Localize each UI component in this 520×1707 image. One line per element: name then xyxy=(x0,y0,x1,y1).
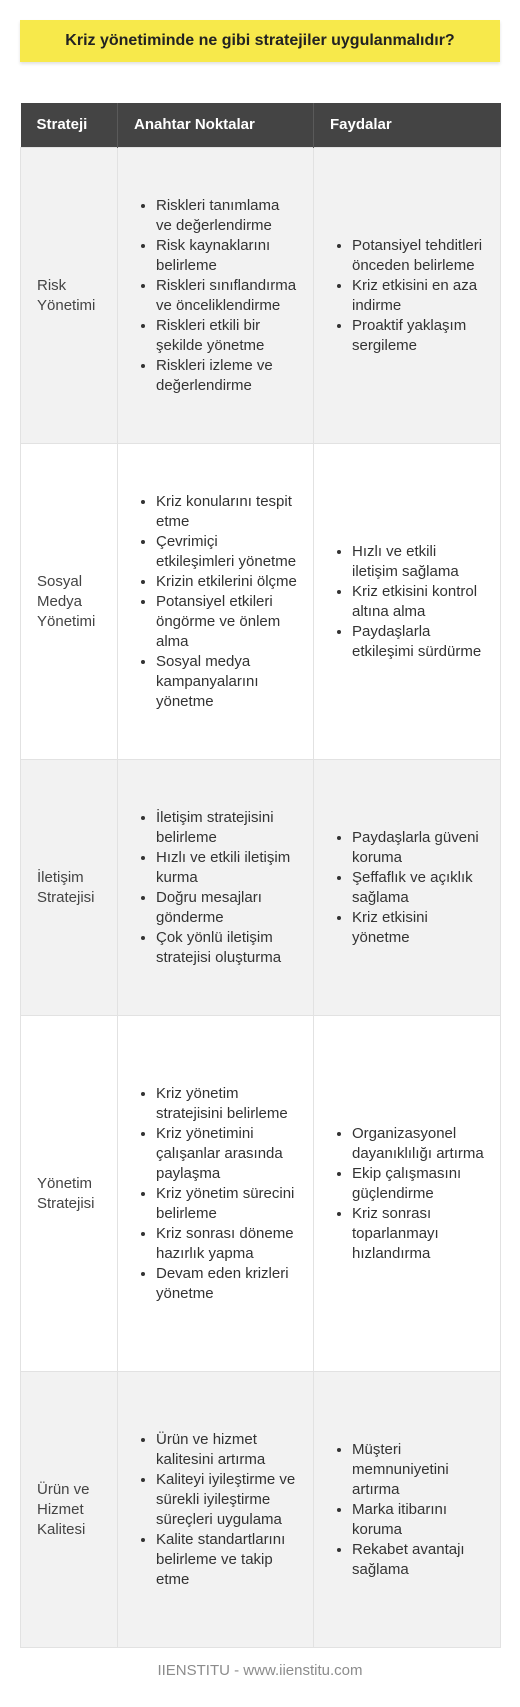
list-item: • Riskleri izleme ve değerlendirme xyxy=(156,356,297,396)
strategy-cell: İletişim Stratejisi xyxy=(21,760,118,1016)
benefits-list xyxy=(330,542,484,662)
list-item: • Proaktif yaklaşım sergileme xyxy=(352,316,484,356)
list-item: • Ürün ve hizmet kalitesini artırma xyxy=(156,1430,297,1470)
list-item: • Devam eden krizleri yönetme xyxy=(156,1264,297,1304)
strategy-cell: Yönetim Stratejisi xyxy=(21,1016,118,1372)
list-item: • Sosyal medya kampanyalarını yönetme xyxy=(156,652,297,712)
strategy-cell: Risk Yönetimi xyxy=(21,148,118,444)
list-item: • Potansiyel tehditleri önceden belirleme xyxy=(352,236,484,276)
list-item: • Kriz yönetim stratejisini belirleme xyxy=(156,1084,297,1124)
table-row xyxy=(21,760,501,1016)
list-item: • Kriz etkisini en aza indirme xyxy=(352,276,484,316)
column-header-strategy: Strateji xyxy=(21,103,118,148)
list-item: • Kalite standartlarını belirleme ve takip etme xyxy=(156,1530,297,1590)
list-item: • Potansiyel etkileri öngörme ve önlem alma xyxy=(156,592,297,652)
list-item: • Çevrimiçi etkileşimleri yönetme xyxy=(156,532,297,572)
list-item: • Çok yönlü iletişim stratejisi oluşturma xyxy=(156,928,297,968)
list-item: • Kriz sonrası toparlanmayı hızlandırma xyxy=(352,1204,484,1264)
table-row xyxy=(21,1372,501,1648)
list-item: • Krizin etkilerini ölçme xyxy=(156,572,297,592)
key-points-list xyxy=(134,808,297,968)
list-item: • Hızlı ve etkili iletişim kurma xyxy=(156,848,297,888)
list-item: • Kriz etkisini kontrol altına alma xyxy=(352,582,484,622)
list-item: • Müşteri memnuniyetini artırma xyxy=(352,1440,484,1500)
key-points-list xyxy=(134,1084,297,1304)
benefits-cell xyxy=(314,760,501,1016)
key-points-cell xyxy=(118,444,314,760)
table-row xyxy=(21,148,501,444)
strategy-cell: Ürün ve Hizmet Kalitesi xyxy=(21,1372,118,1648)
key-points-cell xyxy=(118,148,314,444)
column-header-benefits: Faydalar xyxy=(314,103,501,148)
key-points-cell xyxy=(118,1372,314,1648)
benefits-list xyxy=(330,236,484,356)
benefits-list xyxy=(330,1440,484,1580)
list-item: • Rekabet avantajı sağlama xyxy=(352,1540,484,1580)
list-item: • Marka itibarını koruma xyxy=(352,1500,484,1540)
key-points-list xyxy=(134,196,297,396)
list-item: • Şeffaflık ve açıklık sağlama xyxy=(352,868,484,908)
list-item: • Hızlı ve etkili iletişim sağlama xyxy=(352,542,484,582)
key-points-list xyxy=(134,492,297,712)
table-row xyxy=(21,444,501,760)
list-item: • Kriz konularını tespit etme xyxy=(156,492,297,532)
page-title: Kriz yönetiminde ne gibi stratejiler uygulanmalıdır? xyxy=(20,20,500,62)
list-item: • Riskleri etkili bir şekilde yönetme xyxy=(156,316,297,356)
list-item: • Kriz yönetim sürecini belirleme xyxy=(156,1184,297,1224)
list-item: • Riskleri sınıflandırma ve önceliklendirme xyxy=(156,276,297,316)
list-item: • Risk kaynaklarını belirleme xyxy=(156,236,297,276)
key-points-cell xyxy=(118,1016,314,1372)
table-header-row xyxy=(21,103,501,148)
benefits-list xyxy=(330,828,484,948)
benefits-cell xyxy=(314,1372,501,1648)
column-header-key-points: Anahtar Noktalar xyxy=(118,103,314,148)
footer-text: IIENSTITU - www.iienstitu.com xyxy=(157,1662,363,1679)
list-item: • İletişim stratejisini belirleme xyxy=(156,808,297,848)
list-item: • Kriz etkisini yönetme xyxy=(352,908,484,948)
benefits-list xyxy=(330,1124,484,1264)
list-item: • Ekip çalışmasını güçlendirme xyxy=(352,1164,484,1204)
list-item: • Organizasyonel dayanıklılığı artırma xyxy=(352,1124,484,1164)
benefits-cell xyxy=(314,148,501,444)
table-row xyxy=(21,1016,501,1372)
list-item: • Riskleri tanımlama ve değerlendirme xyxy=(156,196,297,236)
list-item: • Doğru mesajları gönderme xyxy=(156,888,297,928)
strategy-table xyxy=(20,103,501,1648)
strategy-cell: Sosyal Medya Yönetimi xyxy=(21,444,118,760)
list-item: • Kriz yönetimini çalışanlar arasında paylaşma xyxy=(156,1124,297,1184)
benefits-cell xyxy=(314,1016,501,1372)
key-points-list xyxy=(134,1430,297,1590)
benefits-cell xyxy=(314,444,501,760)
list-item: • Paydaşlarla etkileşimi sürdürme xyxy=(352,622,484,662)
list-item: • Paydaşlarla güveni koruma xyxy=(352,828,484,868)
key-points-cell xyxy=(118,760,314,1016)
list-item: • Kriz sonrası döneme hazırlık yapma xyxy=(156,1224,297,1264)
list-item: • Kaliteyi iyileştirme ve sürekli iyileştirme süreçleri uygulama xyxy=(156,1470,297,1530)
